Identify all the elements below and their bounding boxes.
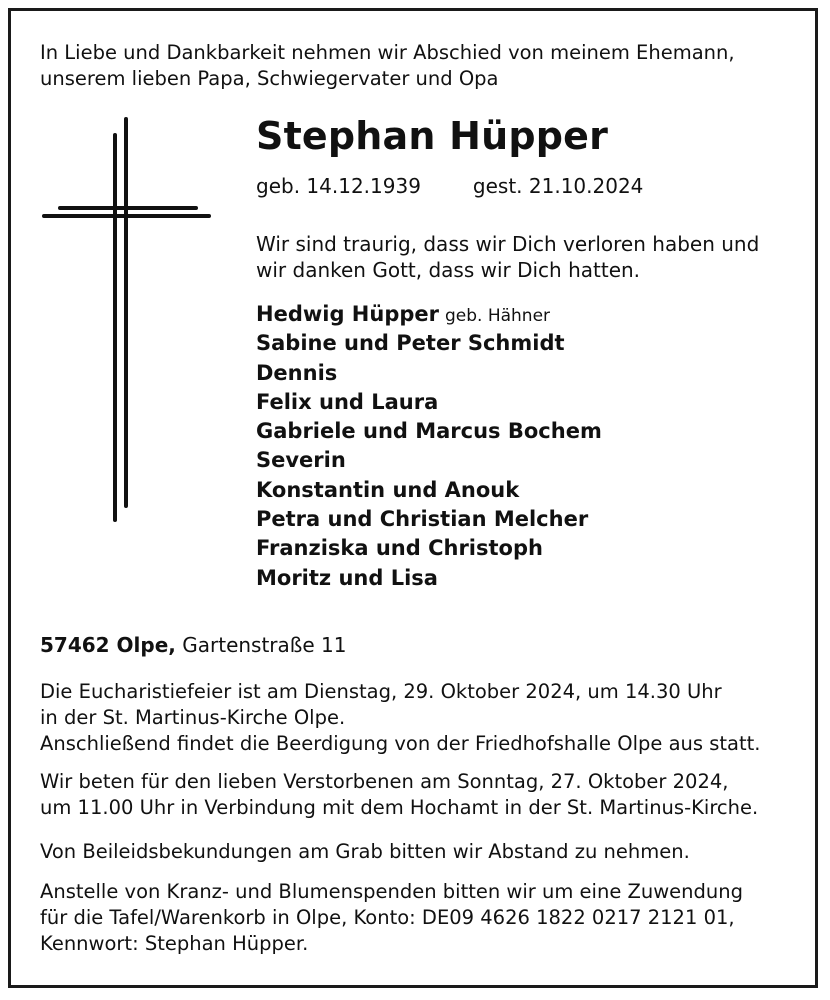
donation-line-2: für die Tafel/Warenkorb in Olpe, Konto: DE09 4626 1822 0217 2121 01, xyxy=(40,906,735,929)
spouse-name: Hedwig Hüpper xyxy=(256,302,439,326)
address-city: 57462 Olpe, xyxy=(40,633,176,657)
mass-paragraph xyxy=(40,769,758,821)
funeral-line-1: Die Eucharistiefeier ist am Dienstag, 29. Oktober 2024, um 14.30 Uhr xyxy=(40,680,722,703)
mourner-row: Sabine und Peter Schmidt xyxy=(256,331,565,356)
mourner-row: Konstantin und Anouk xyxy=(256,477,520,502)
condolences-paragraph: Von Beileidsbekundungen am Grab bitten wir Abstand zu nehmen. xyxy=(40,840,690,863)
family-address xyxy=(40,632,347,658)
intro-line-2: unserem lieben Papa, Schwiegervater und Opa xyxy=(40,67,499,90)
cross-icon xyxy=(0,0,240,540)
birth-date: geb. 14.12.1939 xyxy=(256,174,421,198)
donation-line-1: Anstelle von Kranz- und Blumenspenden bitten wir um eine Zuwendung xyxy=(40,880,744,903)
memorial-quote xyxy=(256,231,759,283)
mourner-row: Dennis xyxy=(256,360,338,385)
mourner-row: Severin xyxy=(256,448,346,473)
funeral-line-3: Anschließend findet die Beerdigung von der Friedhofshalle Olpe aus statt. xyxy=(40,732,761,755)
mourner-row: Franziska und Christoph xyxy=(256,536,543,561)
funeral-paragraph xyxy=(40,679,760,757)
mourner-row: Petra und Christian Melcher xyxy=(256,507,589,532)
mourner-row: Gabriele und Marcus Bochem xyxy=(256,419,602,444)
mass-line-2: um 11.00 Uhr in Verbindung mit dem Hochamt in der St. Martinus-Kirche. xyxy=(40,796,759,819)
mourner-spouse xyxy=(256,300,602,329)
mass-line-1: Wir beten für den lieben Verstorbenen am Sonntag, 27. Oktober 2024, xyxy=(40,770,729,793)
donation-paragraph xyxy=(40,879,743,957)
mourners-list xyxy=(256,300,602,593)
funeral-line-2: in der St. Martinus-Kirche Olpe. xyxy=(40,706,346,729)
intro-line-1: In Liebe und Dankbarkeit nehmen wir Abschied von meinem Ehemann, xyxy=(40,41,735,64)
deceased-name: Stephan Hüpper xyxy=(256,114,609,158)
donation-line-3: Kennwort: Stephan Hüpper. xyxy=(40,932,309,955)
quote-line-2: wir danken Gott, dass wir Dich hatten. xyxy=(256,258,641,282)
mourner-row: Felix und Laura xyxy=(256,389,439,414)
mourner-row: Moritz und Lisa xyxy=(256,565,438,590)
death-date: gest. 21.10.2024 xyxy=(472,174,644,198)
address-street: Gartenstraße 11 xyxy=(182,633,347,657)
spouse-maiden-name: geb. Hähner xyxy=(444,306,551,326)
quote-line-1: Wir sind traurig, dass wir Dich verloren haben und xyxy=(256,232,760,256)
life-dates xyxy=(256,173,643,199)
